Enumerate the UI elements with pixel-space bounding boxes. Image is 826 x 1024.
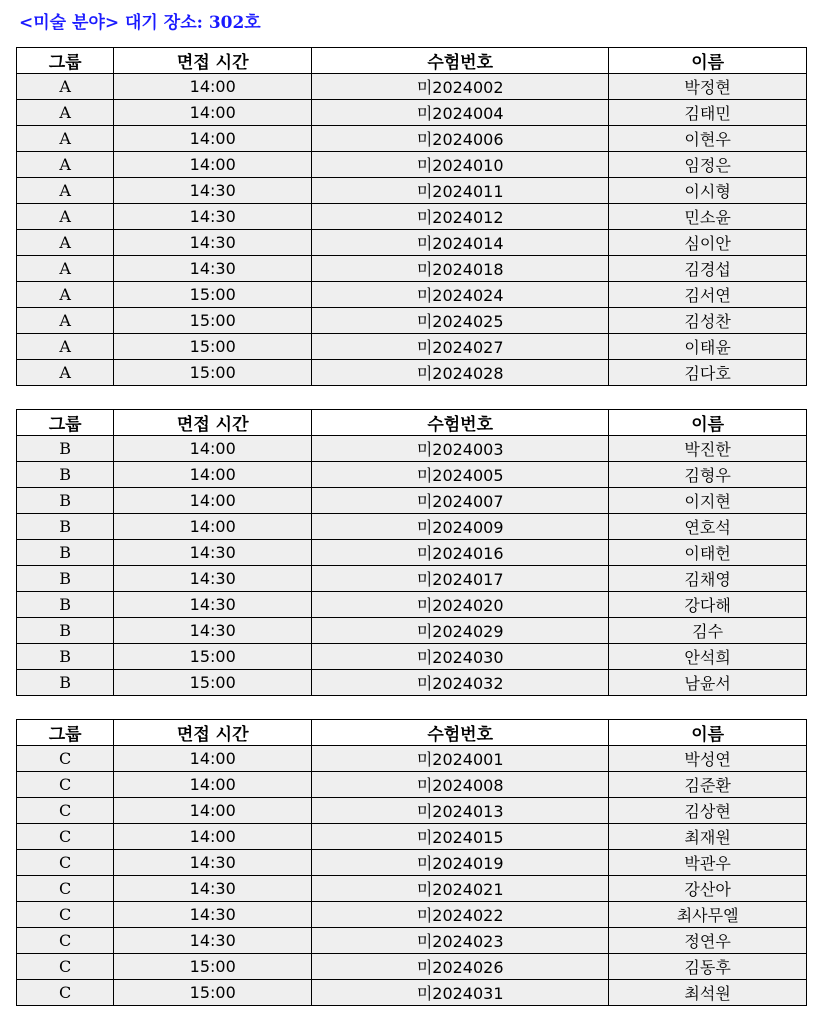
cell-group: A — [17, 256, 114, 282]
cell-time: 15:00 — [114, 282, 312, 308]
header-row — [17, 720, 807, 746]
page-title: <미술 분야> 대기 장소: 302호 — [19, 13, 261, 33]
cell-group: A — [17, 126, 114, 152]
cell-exam-number: 미2024012 — [312, 204, 609, 230]
table-row — [17, 126, 807, 152]
header-row — [17, 410, 807, 436]
header-time: 면접 시간 — [114, 720, 312, 746]
cell-name: 강산아 — [609, 876, 807, 902]
header-time: 면접 시간 — [114, 48, 312, 74]
cell-exam-number: 미2024021 — [312, 876, 609, 902]
header-group: 그룹 — [17, 48, 114, 74]
cell-exam-number: 미2024029 — [312, 618, 609, 644]
cell-time: 14:30 — [114, 178, 312, 204]
table-row — [17, 824, 807, 850]
cell-name: 남윤서 — [609, 670, 807, 696]
table-row — [17, 152, 807, 178]
cell-exam-number: 미2024017 — [312, 566, 609, 592]
cell-name: 이시형 — [609, 178, 807, 204]
cell-name: 김경섭 — [609, 256, 807, 282]
cell-name: 강다해 — [609, 592, 807, 618]
cell-name: 김준환 — [609, 772, 807, 798]
header-name: 이름 — [609, 48, 807, 74]
table-row — [17, 74, 807, 100]
cell-group: B — [17, 488, 114, 514]
cell-time: 14:00 — [114, 514, 312, 540]
cell-exam-number: 미2024003 — [312, 436, 609, 462]
cell-exam-number: 미2024031 — [312, 980, 609, 1006]
cell-time: 14:30 — [114, 850, 312, 876]
cell-name: 임정은 — [609, 152, 807, 178]
table-row — [17, 850, 807, 876]
cell-group: C — [17, 772, 114, 798]
cell-exam-number: 미2024022 — [312, 902, 609, 928]
table-row — [17, 618, 807, 644]
cell-time: 14:30 — [114, 902, 312, 928]
cell-time: 14:30 — [114, 204, 312, 230]
header-row — [17, 48, 807, 74]
cell-time: 14:30 — [114, 928, 312, 954]
cell-group: C — [17, 876, 114, 902]
cell-group: C — [17, 824, 114, 850]
cell-group: A — [17, 308, 114, 334]
cell-exam-number: 미2024028 — [312, 360, 609, 386]
cell-name: 민소윤 — [609, 204, 807, 230]
table-row — [17, 644, 807, 670]
cell-exam-number: 미2024010 — [312, 152, 609, 178]
cell-name: 김동후 — [609, 954, 807, 980]
header-time: 면접 시간 — [114, 410, 312, 436]
cell-exam-number: 미2024008 — [312, 772, 609, 798]
cell-exam-number: 미2024009 — [312, 514, 609, 540]
cell-time: 15:00 — [114, 954, 312, 980]
cell-name: 안석희 — [609, 644, 807, 670]
cell-group: C — [17, 798, 114, 824]
table-row — [17, 436, 807, 462]
table-row — [17, 772, 807, 798]
cell-name: 김형우 — [609, 462, 807, 488]
cell-name: 박정현 — [609, 74, 807, 100]
table-row — [17, 798, 807, 824]
group-table — [16, 719, 807, 1006]
cell-time: 15:00 — [114, 980, 312, 1006]
table-row — [17, 178, 807, 204]
cell-time: 14:00 — [114, 746, 312, 772]
cell-time: 15:00 — [114, 308, 312, 334]
cell-group: B — [17, 436, 114, 462]
cell-group: C — [17, 980, 114, 1006]
cell-time: 14:30 — [114, 592, 312, 618]
table-row — [17, 100, 807, 126]
cell-time: 14:00 — [114, 488, 312, 514]
table-row — [17, 928, 807, 954]
cell-exam-number: 미2024002 — [312, 74, 609, 100]
header-name: 이름 — [609, 720, 807, 746]
header-group: 그룹 — [17, 410, 114, 436]
cell-group: A — [17, 334, 114, 360]
cell-group: B — [17, 592, 114, 618]
table-row — [17, 282, 807, 308]
table-row — [17, 488, 807, 514]
cell-name: 이태헌 — [609, 540, 807, 566]
cell-exam-number: 미2024005 — [312, 462, 609, 488]
cell-group: A — [17, 282, 114, 308]
cell-group: A — [17, 74, 114, 100]
cell-time: 14:00 — [114, 126, 312, 152]
cell-time: 14:30 — [114, 618, 312, 644]
cell-time: 14:00 — [114, 462, 312, 488]
cell-name: 김수 — [609, 618, 807, 644]
cell-time: 14:00 — [114, 824, 312, 850]
cell-name: 김성찬 — [609, 308, 807, 334]
cell-group: B — [17, 644, 114, 670]
cell-exam-number: 미2024025 — [312, 308, 609, 334]
cell-exam-number: 미2024023 — [312, 928, 609, 954]
table-row — [17, 308, 807, 334]
cell-exam-number: 미2024020 — [312, 592, 609, 618]
cell-group: B — [17, 462, 114, 488]
cell-group: C — [17, 746, 114, 772]
group-table — [16, 47, 807, 386]
group-table — [16, 409, 807, 696]
table-row — [17, 902, 807, 928]
cell-exam-number: 미2024018 — [312, 256, 609, 282]
cell-name: 연호석 — [609, 514, 807, 540]
header-exam-number: 수험번호 — [312, 48, 609, 74]
cell-time: 14:30 — [114, 876, 312, 902]
cell-group: B — [17, 618, 114, 644]
cell-exam-number: 미2024001 — [312, 746, 609, 772]
cell-name: 최재원 — [609, 824, 807, 850]
cell-group: B — [17, 670, 114, 696]
cell-exam-number: 미2024014 — [312, 230, 609, 256]
cell-exam-number: 미2024027 — [312, 334, 609, 360]
cell-exam-number: 미2024015 — [312, 824, 609, 850]
cell-group: A — [17, 152, 114, 178]
cell-name: 김다호 — [609, 360, 807, 386]
cell-name: 김상현 — [609, 798, 807, 824]
header-group: 그룹 — [17, 720, 114, 746]
cell-exam-number: 미2024016 — [312, 540, 609, 566]
cell-time: 15:00 — [114, 334, 312, 360]
cell-exam-number: 미2024006 — [312, 126, 609, 152]
cell-time: 14:00 — [114, 100, 312, 126]
cell-exam-number: 미2024013 — [312, 798, 609, 824]
table-row — [17, 462, 807, 488]
cell-exam-number: 미2024024 — [312, 282, 609, 308]
cell-group: B — [17, 540, 114, 566]
cell-name: 이태윤 — [609, 334, 807, 360]
cell-time: 14:30 — [114, 566, 312, 592]
table-row — [17, 954, 807, 980]
cell-name: 심이안 — [609, 230, 807, 256]
cell-name: 김서연 — [609, 282, 807, 308]
cell-time: 14:00 — [114, 74, 312, 100]
table-row — [17, 514, 807, 540]
cell-exam-number: 미2024004 — [312, 100, 609, 126]
table-row — [17, 256, 807, 282]
cell-group: A — [17, 100, 114, 126]
cell-name: 최석원 — [609, 980, 807, 1006]
header-exam-number: 수험번호 — [312, 410, 609, 436]
table-row — [17, 566, 807, 592]
header-name: 이름 — [609, 410, 807, 436]
cell-name: 박진한 — [609, 436, 807, 462]
table-row — [17, 360, 807, 386]
cell-exam-number: 미2024026 — [312, 954, 609, 980]
cell-time: 14:00 — [114, 152, 312, 178]
cell-group: C — [17, 954, 114, 980]
cell-group: C — [17, 928, 114, 954]
cell-time: 14:00 — [114, 798, 312, 824]
cell-group: B — [17, 514, 114, 540]
table-row — [17, 876, 807, 902]
cell-exam-number: 미2024030 — [312, 644, 609, 670]
cell-time: 14:00 — [114, 436, 312, 462]
cell-time: 15:00 — [114, 670, 312, 696]
table-row — [17, 746, 807, 772]
cell-name: 이지현 — [609, 488, 807, 514]
cell-time: 15:00 — [114, 360, 312, 386]
cell-group: C — [17, 850, 114, 876]
table-row — [17, 334, 807, 360]
cell-name: 박관우 — [609, 850, 807, 876]
cell-group: A — [17, 204, 114, 230]
table-row — [17, 980, 807, 1006]
table-row — [17, 670, 807, 696]
cell-time: 14:30 — [114, 540, 312, 566]
cell-name: 최사무엘 — [609, 902, 807, 928]
cell-name: 정연우 — [609, 928, 807, 954]
cell-name: 김태민 — [609, 100, 807, 126]
cell-time: 15:00 — [114, 644, 312, 670]
cell-group: C — [17, 902, 114, 928]
cell-exam-number: 미2024019 — [312, 850, 609, 876]
cell-exam-number: 미2024011 — [312, 178, 609, 204]
cell-group: A — [17, 230, 114, 256]
cell-group: A — [17, 178, 114, 204]
cell-name: 박성연 — [609, 746, 807, 772]
table-row — [17, 230, 807, 256]
cell-name: 김채영 — [609, 566, 807, 592]
cell-time: 14:30 — [114, 256, 312, 282]
cell-group: B — [17, 566, 114, 592]
cell-exam-number: 미2024032 — [312, 670, 609, 696]
table-row — [17, 204, 807, 230]
cell-group: A — [17, 360, 114, 386]
table-row — [17, 540, 807, 566]
cell-exam-number: 미2024007 — [312, 488, 609, 514]
cell-time: 14:00 — [114, 772, 312, 798]
cell-name: 이현우 — [609, 126, 807, 152]
cell-time: 14:30 — [114, 230, 312, 256]
header-exam-number: 수험번호 — [312, 720, 609, 746]
table-row — [17, 592, 807, 618]
